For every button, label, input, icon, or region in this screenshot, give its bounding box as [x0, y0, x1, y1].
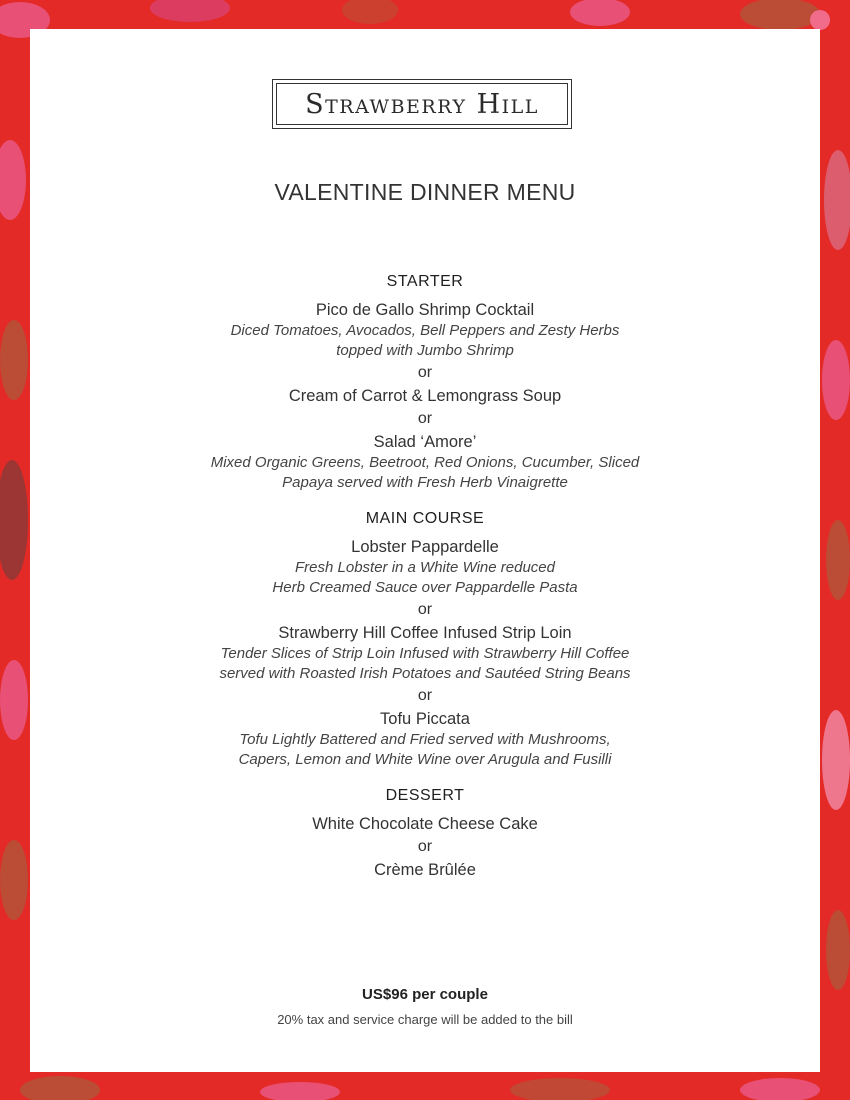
- brand-logo: [272, 79, 572, 129]
- dish-name: Cream of Carrot & Lemongrass Soup: [288, 387, 562, 405]
- or-separator: or: [417, 687, 433, 704]
- or-separator: or: [417, 838, 433, 855]
- section-heading: DESSERT: [385, 787, 465, 804]
- dish-name: White Chocolate Cheese Cake: [312, 815, 538, 833]
- dish-description: Capers, Lemon and White Wine over Arugula and Fusilli: [238, 751, 612, 768]
- dish-name: Lobster Pappardelle: [351, 538, 499, 556]
- dish-description: Papaya served with Fresh Herb Vinaigrette: [282, 474, 568, 491]
- section-heading: MAIN COURSE: [365, 510, 485, 527]
- dish-name: Pico de Gallo Shrimp Cocktail: [315, 301, 535, 319]
- or-separator: or: [417, 410, 433, 427]
- or-separator: or: [417, 364, 433, 381]
- dish-name: Salad ‘Amore’: [373, 433, 477, 451]
- dish-description: Herb Creamed Sauce over Pappardelle Pasta: [272, 579, 578, 596]
- dish-name: Strawberry Hill Coffee Infused Strip Loin: [278, 624, 572, 642]
- price: US$96 per couple: [362, 986, 488, 1003]
- dish-description: Tofu Lightly Battered and Fried served with Mushrooms,: [239, 731, 611, 748]
- dish-description: Tender Slices of Strip Loin Infused with Strawberry Hill Coffee: [220, 645, 630, 662]
- dish-name: Crème Brûlée: [374, 861, 476, 879]
- price-note: 20% tax and service charge will be added to the bill: [277, 1012, 573, 1027]
- menu-section: [30, 271, 820, 493]
- section-heading: STARTER: [386, 273, 464, 290]
- dish-description: Fresh Lobster in a White Wine reduced: [295, 559, 555, 576]
- menu-card: [30, 29, 820, 1072]
- or-separator: or: [417, 601, 433, 618]
- dish-description: served with Roasted Irish Potatoes and Sautéed String Beans: [219, 665, 631, 682]
- menu-sections: [30, 271, 820, 896]
- menu-section: [30, 785, 820, 881]
- dish-description: topped with Jumbo Shrimp: [336, 342, 514, 359]
- dish-description: Mixed Organic Greens, Beetroot, Red Onions, Cucumber, Sliced: [210, 454, 640, 471]
- brand-logo-text: Strawberry Hill: [305, 89, 539, 120]
- menu-title: VALENTINE DINNER MENU: [274, 179, 576, 205]
- dish-name: Tofu Piccata: [380, 710, 470, 728]
- menu-section: [30, 508, 820, 770]
- dish-description: Diced Tomatoes, Avocados, Bell Peppers and Zesty Herbs: [230, 322, 620, 339]
